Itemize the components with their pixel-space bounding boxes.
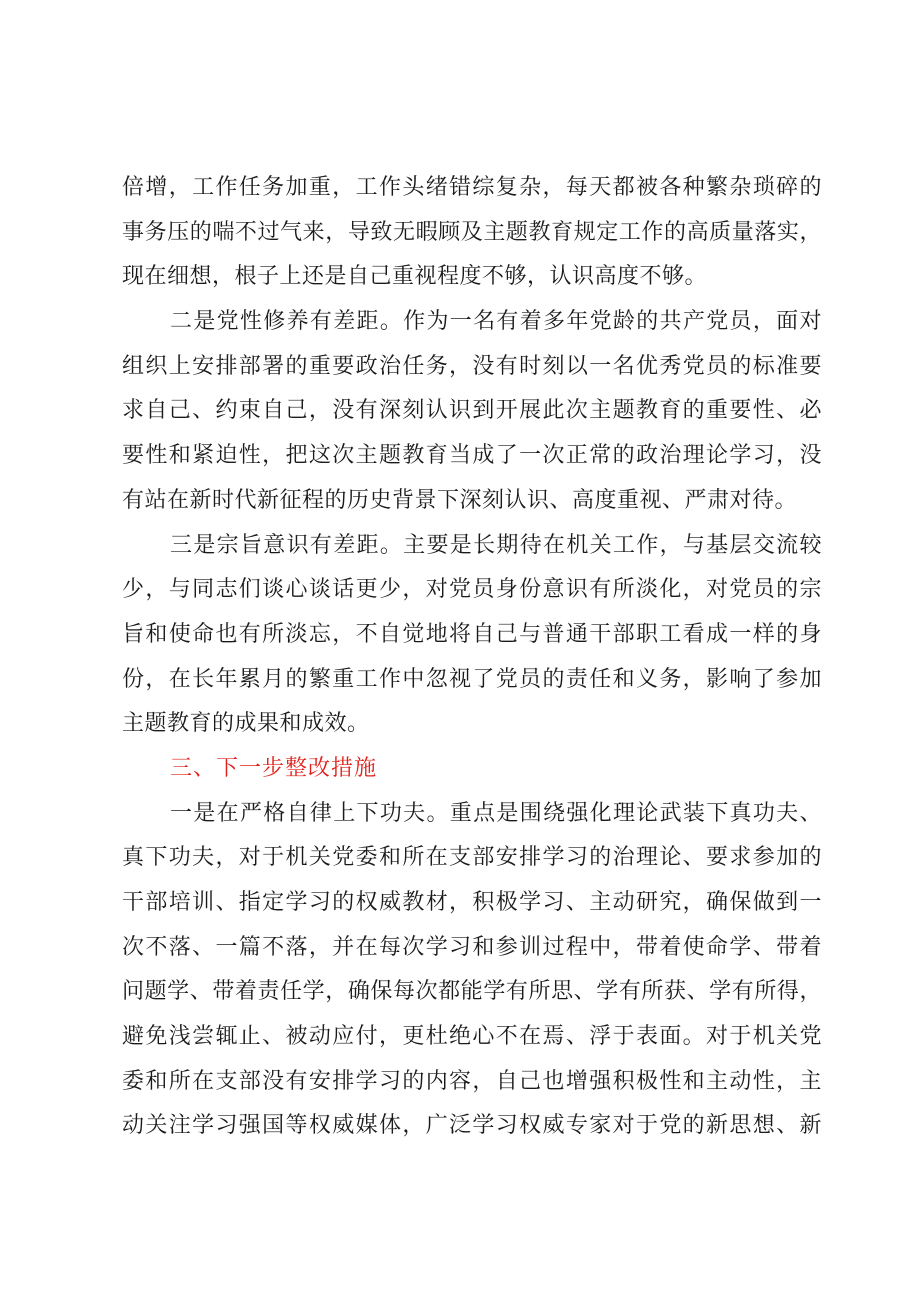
paragraph-self-discipline bbox=[122, 792, 822, 1150]
text-line: 动关注学习强国等权威媒体，广泛学习权威专家对于党的新思想、新 bbox=[122, 1113, 822, 1139]
text-line: 三是宗旨意识有差距。主要是长期待在机关工作，与基层交流较 bbox=[170, 532, 822, 558]
text-line: 倍增，工作任务加重，工作头绪错综复杂，每天都被各种繁杂琐碎的 bbox=[122, 175, 822, 200]
text-line: 事务压的喘不过气来，导致无暇顾及主题教育规定工作的高质量落实， bbox=[122, 219, 822, 245]
paragraph-purpose-awareness bbox=[122, 524, 822, 747]
paragraph-continuation bbox=[122, 166, 822, 300]
text-line: 二是党性修养有差距。作为一名有着多年党龄的共产党员，面对 bbox=[170, 309, 822, 335]
text-line: 真下功夫，对于机关党委和所在支部安排学习的治理论、要求参加的 bbox=[122, 845, 822, 871]
text-line: 委和所在支部没有安排学习的内容，自己也增强积极性和主动性，主 bbox=[122, 1068, 822, 1094]
text-line: 旨和使命也有所淡忘，不自觉地将自己与普通干部职工看成一样的身 bbox=[122, 621, 822, 647]
text-line: 问题学、带着责任学，确保每次都能学有所思、学有所获、学有所得， bbox=[122, 979, 822, 1005]
text-line: 次不落、一篇不落，并在每次学习和参训过程中，带着使命学、带着 bbox=[122, 934, 822, 960]
text-line: 少，与同志们谈心谈话更少，对党员身份意识有所淡化，对党员的宗 bbox=[122, 577, 822, 603]
text-line: 避免浅尝辄止、被动应付，更杜绝心不在焉、浮于表面。对于机关党 bbox=[122, 1024, 822, 1050]
text-line: 干部培训、指定学习的权威教材，积极学习、主动研究，确保做到一 bbox=[122, 890, 822, 915]
text-line: 组织上安排部署的重要政治任务，没有时刻以一名优秀党员的标准要 bbox=[122, 353, 822, 379]
text-line: 主题教育的成果和成效。 bbox=[122, 711, 370, 737]
section-heading: 三、下一步整改措施 bbox=[170, 755, 378, 781]
paragraph-party-spirit bbox=[122, 300, 822, 523]
text-line: 要性和紧迫性，把这次主题教育当成了一次正常的政治理论学习，没 bbox=[122, 443, 822, 469]
text-line: 份，在长年累月的繁重工作中忽视了党员的责任和义务，影响了参加 bbox=[122, 666, 822, 692]
text-line: 一是在严格自律上下功夫。重点是围绕强化理论武装下真功夫、 bbox=[170, 800, 822, 826]
text-line: 现在细想，根子上还是自己重视程度不够，认识高度不够。 bbox=[122, 264, 708, 290]
text-line: 求自己、约束自己，没有深刻认识到开展此次主题教育的重要性、必 bbox=[122, 398, 822, 424]
document-body bbox=[122, 166, 822, 1149]
text-line: 有站在新时代新征程的历史背景下深刻认识、高度重视、严肃对待。 bbox=[122, 487, 798, 513]
